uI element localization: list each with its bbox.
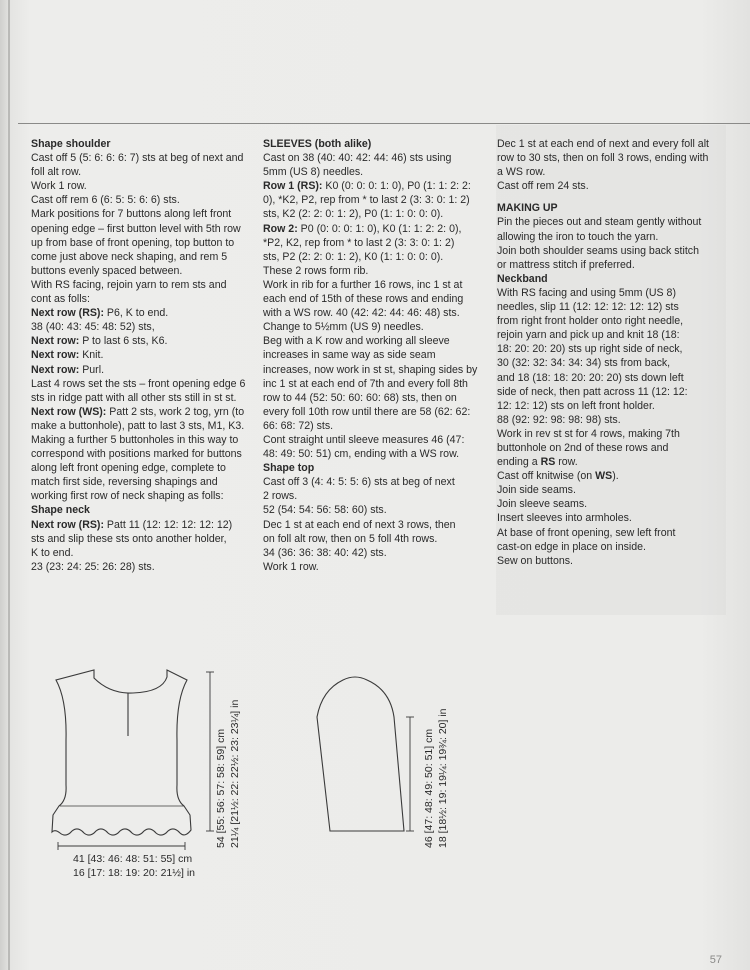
row-text: ). <box>612 470 619 483</box>
text-line: a WS row. <box>497 166 546 179</box>
text-line: 18: 20: 20: 20) sts up right side of neck, <box>497 343 683 356</box>
text-line: Cast off rem 24 sts. <box>497 180 589 193</box>
text-line: make a buttonhole), patt to last 3 sts, M1, K3. <box>31 419 245 432</box>
text-line: Cont straight until sleeve measures 46 (47: <box>263 433 465 446</box>
text-line: 52 (54: 54: 56: 58: 60) sts. <box>263 504 387 517</box>
text-line: 34 (36: 36: 38: 40: 42) sts. <box>263 546 387 559</box>
text-line: Making a further 5 buttonholes in this way to <box>31 433 239 446</box>
row-label: Row 1 (RS): <box>263 180 323 193</box>
row-text: ending a <box>497 456 541 469</box>
row-label: Next row: <box>31 363 80 376</box>
text-line: 0), *K2, P2, rep from * to last 2 (3: 3: 0: 1: 2) <box>263 194 470 207</box>
text-line: increases, now work in st st, shaping sides by <box>263 363 478 376</box>
sleeve-length-label: 46 [47: 48: 49: 50: 51] cm <box>423 728 435 848</box>
text-line: At base of front opening, sew left front <box>497 526 676 539</box>
text-line: Dec 1 st at each end of next and every foll alt <box>497 138 709 150</box>
body-height-dimension <box>206 672 214 831</box>
row-text: Cast off knitwise (on <box>497 470 596 483</box>
text-line: 23 (23: 24: 25: 26: 28) sts. <box>31 560 155 573</box>
text-line: foll alt row. <box>31 166 82 179</box>
heading-shape-shoulder: Shape shoulder <box>31 138 111 150</box>
text-line: Join sleeve seams. <box>497 498 588 511</box>
text-line: allowing the iron to touch the yarn. <box>497 230 659 243</box>
body-width-label-in: 16 [17: 18: 19: 20: 21½] in <box>73 867 196 879</box>
text-line: buttons evenly spaced between. <box>31 264 183 277</box>
text-line: every foll 10th row until there are 58 (62: 62: <box>263 405 471 418</box>
text-line: correspond with positions marked for buttons <box>31 448 242 461</box>
sleeve-length-label-in: 18 [18½: 19: 19¼: 19¾: 20] in <box>437 708 449 848</box>
row-label: Row 2: <box>263 222 298 235</box>
text-line: Work 1 row. <box>263 560 319 573</box>
text-line: Insert sleeves into armholes. <box>497 512 632 525</box>
text-line: Join side seams. <box>497 484 576 497</box>
row-label: Next row (RS): <box>31 518 104 531</box>
text-line: up from base of front opening, top button to <box>31 236 235 249</box>
heading-shape-neck: Shape neck <box>31 504 90 517</box>
row-label: Next row (RS): <box>31 307 104 320</box>
text-line: Change to 5½mm (US 9) needles. <box>263 321 424 334</box>
text-line: *P2, K2, rep from * to last 2 (3: 3: 0: 1: 2) <box>263 236 455 249</box>
body-width-dimension <box>58 842 185 850</box>
text-line: each end of 15th of these rows and ending <box>263 293 464 306</box>
text-line: Dec 1 st at each end of next 3 rows, then <box>263 518 456 531</box>
text-line: These 2 rows form rib. <box>263 264 369 277</box>
text-line: inc 1 st at each end of 7th and every foll 8th <box>263 377 468 390</box>
heading-shape-top: Shape top <box>263 462 315 475</box>
text-line: 66: 68: 72) sts. <box>263 419 334 432</box>
text-line: row to 30 sts, then on foll 3 rows, ending with <box>497 152 709 165</box>
text-line: with a WS row. 40 (42: 42: 44: 46: 48) sts. <box>263 307 460 320</box>
text-line: Cast off 5 (5: 6: 6: 6: 7) sts at beg of next and <box>31 152 244 165</box>
sleeve-outline <box>317 677 404 831</box>
text-line: Work 1 row. <box>31 180 87 193</box>
sleeve-length-dimension <box>406 717 414 831</box>
text-line: Pin the pieces out and steam gently without <box>497 216 702 229</box>
page-number: 57 <box>709 954 722 966</box>
body-height-label: 54 [55: 56: 57: 58: 59] cm <box>215 728 227 848</box>
body-height-label-in: 21¼ [21½: 22: 22½: 23: 23¼] in <box>229 699 241 848</box>
text-line: sts, P2 (2: 2: 0: 1: 2), K0 (1: 1: 0: 0: 0). <box>263 250 444 263</box>
text-line: 88 (92: 92: 98: 98: 98) sts. <box>497 413 621 426</box>
heading-making-up: MAKING UP <box>497 202 558 215</box>
text-line: 5mm (US 8) needles. <box>263 166 364 179</box>
body-outline <box>52 670 191 835</box>
text-line: row to 44 (52: 50: 60: 60: 68) sts, then on <box>263 391 457 404</box>
row-text: P0 (0: 0: 0: 1: 0), K0 (1: 1: 2: 2: 0), <box>297 222 462 235</box>
text-line: With RS facing and using 5mm (US 8) <box>497 286 676 299</box>
text-line: Join both shoulder seams using back stitch <box>497 244 699 257</box>
text-line: rejoin yarn and pick up and knit 18 (18: <box>497 329 680 342</box>
text-line: Work in rev st st for 4 rows, making 7th <box>497 427 680 440</box>
text-line: Work in rib for a further 16 rows, inc 1 st at <box>263 278 463 291</box>
text-line: opening edge – first button level with 5th row <box>31 222 241 235</box>
row-label: Next row: <box>31 349 80 362</box>
text-line: buttonhole on 2nd of these rows and <box>497 441 669 454</box>
text-line: Last 4 rows set the sts – front opening edge 6 <box>31 377 246 390</box>
text-line: 12: 12: 12) sts on left front holder. <box>497 399 655 412</box>
text-line: come just above neck shaping, and rem 5 <box>31 250 228 263</box>
text-line: 38 (40: 43: 45: 48: 52) sts, <box>31 321 155 334</box>
text-line: Mark positions for 7 buttons along left front <box>31 208 232 221</box>
heading-neckband: Neckband <box>497 272 548 285</box>
text-line: K to end. <box>31 546 74 559</box>
text-line: cast-on edge in place on inside. <box>497 540 647 553</box>
text-line: Cast off 3 (4: 4: 5: 5: 6) sts at beg of next <box>263 476 455 489</box>
text-line: Beg with a K row and working all sleeve <box>263 335 450 348</box>
row-text: K0 (0: 0: 0: 1: 0), P0 (1: 1: 2: 2: <box>322 180 471 193</box>
row-text: Purl. <box>79 363 105 376</box>
text-line: 48: 49: 50: 51) cm, ending with a WS row. <box>263 448 460 461</box>
text-line: working first row of neck shaping as folls: <box>31 490 224 503</box>
heading-sleeves: SLEEVES (both alike) <box>263 138 372 150</box>
text-line: With RS facing, rejoin yarn to rem sts and <box>31 278 227 291</box>
row-label: RS <box>540 456 556 469</box>
row-label: WS <box>595 470 613 483</box>
row-text: Patt 11 (12: 12: 12: 12: 12) <box>103 518 233 531</box>
text-line: Sew on buttons. <box>497 554 573 567</box>
row-text: row. <box>555 456 578 469</box>
text-line: and 18 (18: 18: 20: 20: 20) sts down left <box>497 371 684 384</box>
text-line: on foll alt row, then on 5 foll 4th rows. <box>263 532 438 545</box>
row-label: Next row: <box>31 335 80 348</box>
body-schematic <box>52 670 191 835</box>
text-line: 30 (32: 32: 34: 34: 34) sts from back, <box>497 357 671 370</box>
text-line: Cast on 38 (40: 40: 42: 44: 46) sts using <box>263 152 452 165</box>
text-line: or mattress stitch if preferred. <box>497 258 635 271</box>
text-line: increases in same way as side seam <box>263 349 436 362</box>
text-line: needles, slip 11 (12: 12: 12: 12: 12) sts <box>497 301 679 314</box>
text-line: Cast off rem 6 (6: 5: 5: 6: 6) sts. <box>31 194 180 207</box>
body-width-label: 41 [43: 46: 48: 51: 55] cm <box>73 853 193 865</box>
sleeve-schematic <box>317 677 404 831</box>
row-text: P to last 6 sts, K6. <box>79 335 168 348</box>
row-text: Knit. <box>79 349 104 362</box>
row-text: Patt 2 sts, work 2 tog, yrn (to <box>106 405 245 418</box>
text-line: along left front opening edge, complete to <box>31 462 226 475</box>
row-label: Next row (WS): <box>31 405 107 418</box>
text-line: side of neck, then patt across 11 (12: 12: <box>497 385 688 398</box>
text-line: sts and slip these sts onto another holder, <box>31 532 227 545</box>
text-line: sts in ridge patt with all other sts still in st st. <box>31 391 237 404</box>
text-line: match first side, reversing shapings and <box>31 476 218 489</box>
row-text: P6, K to end. <box>103 307 169 320</box>
text-line: from right front holder onto right needle, <box>497 315 684 328</box>
text-line: sts, K2 (2: 2: 0: 1: 2), P0 (1: 1: 0: 0: 0). <box>263 208 444 221</box>
text-line: 2 rows. <box>263 490 298 503</box>
text-line: cont as folls: <box>31 293 90 306</box>
